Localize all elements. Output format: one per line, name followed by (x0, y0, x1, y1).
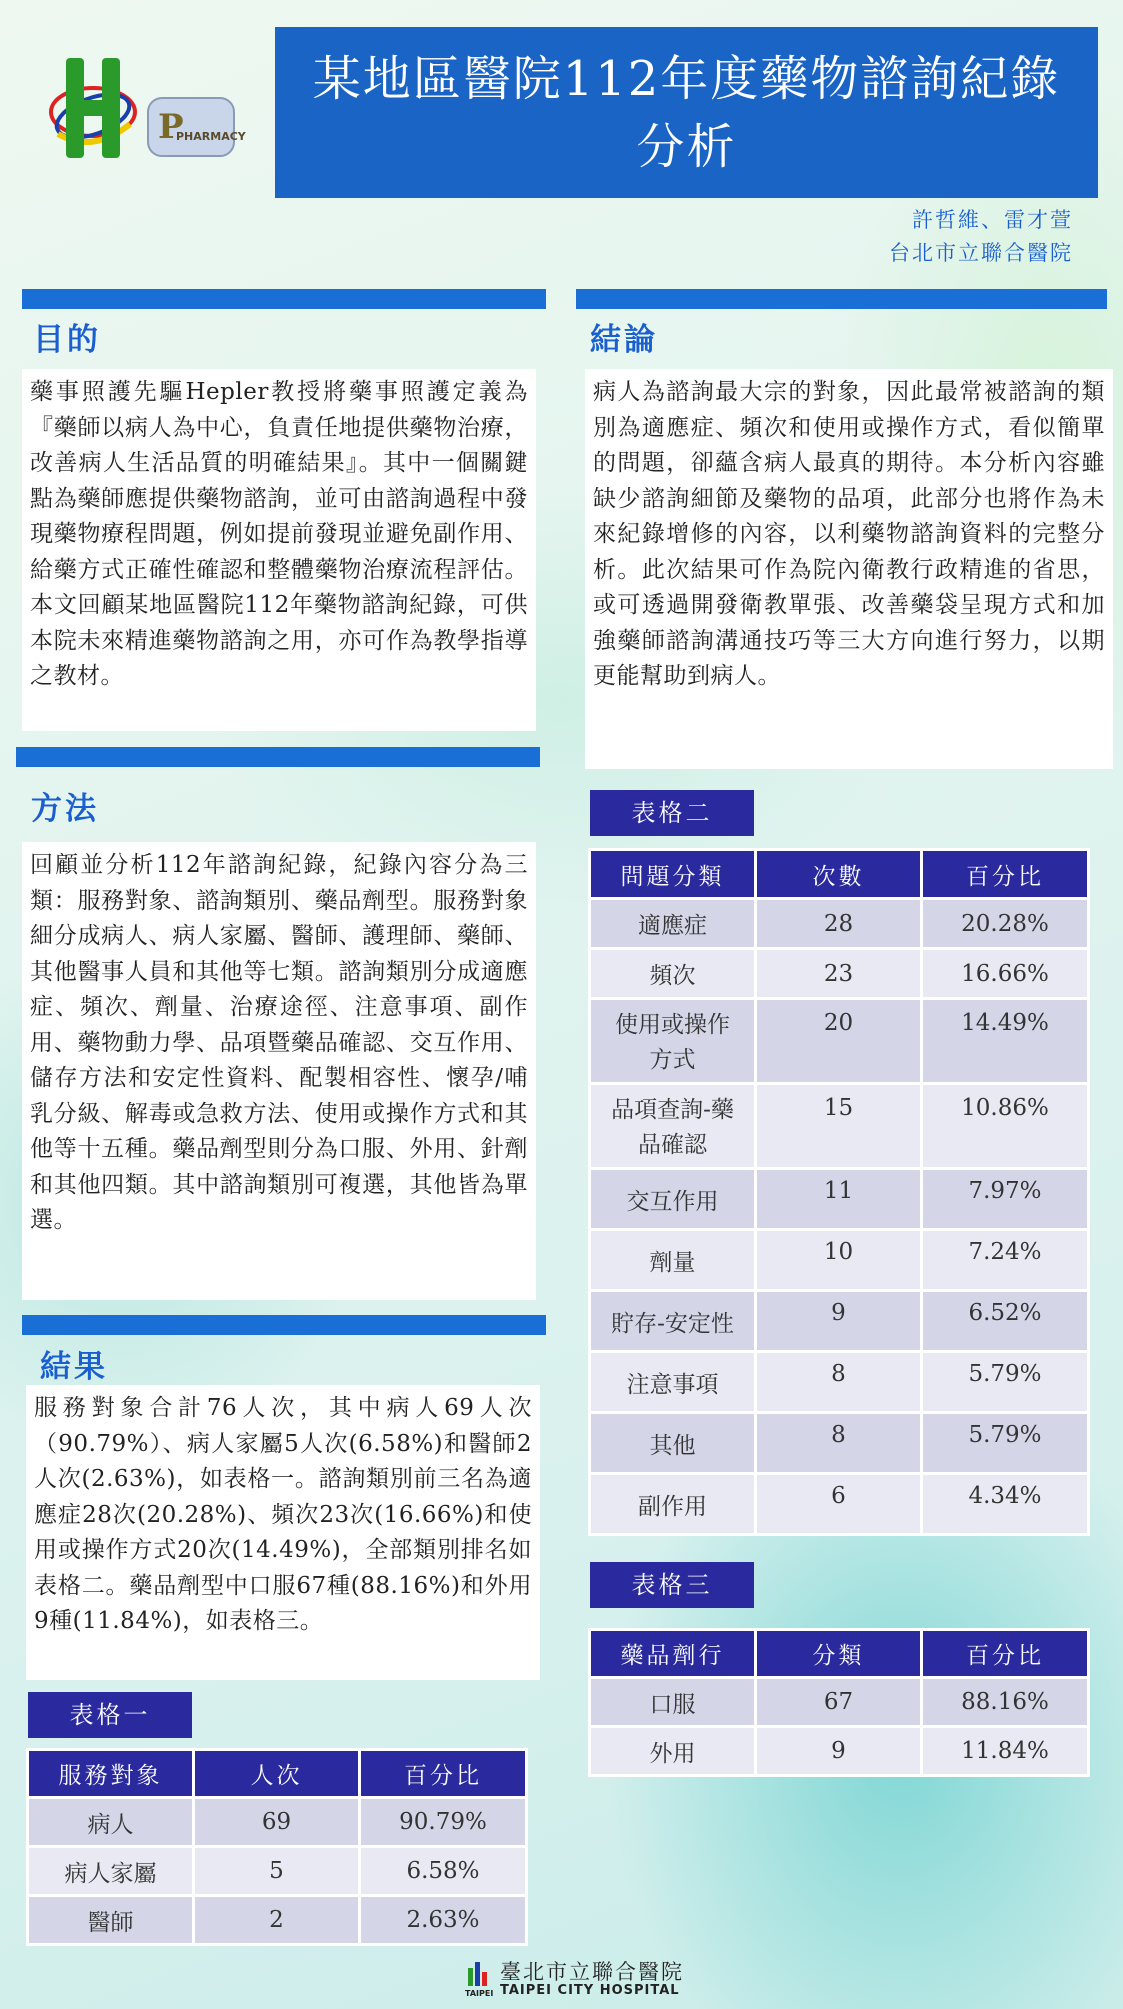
table-cell: 20 (756, 999, 922, 1084)
column-header: 藥品劑行 (590, 1630, 756, 1678)
column-header: 百分比 (922, 850, 1089, 899)
table-cell: 90.79% (360, 1798, 527, 1847)
table-cell: 7.97% (922, 1169, 1089, 1230)
footer-name-en: TAIPEI CITY HOSPITAL (500, 1982, 680, 1998)
table1-tag: 表格一 (28, 1692, 192, 1738)
table-row (590, 1230, 1089, 1291)
svg-text:PHARMACY: PHARMACY (176, 130, 246, 143)
table-row (590, 1169, 1089, 1230)
hospital-h-logo (48, 54, 138, 164)
conclusion-text: 病人為諮詢最大宗的對象，因此最常被諮詢的類別為適應症、頻次和使用或操作方式，看似簡單的問題，卻蘊含病人最真的期待。本分析內容雖缺少諮詢細節及藥物的品項，此部分也將作為未來紀錄增修的內容，以利藥物諮詢資料的完整分析。此次結果可作為院內衛教行政精進的省思，或可透過開發衛教單張、改善藥袋呈現方式和加強藥師諮詢溝通技巧等三大方向進行努力，以期更能幫助到病人。 (585, 369, 1113, 769)
footer-name-zh: 臺北市立聯合醫院 (500, 1959, 684, 1984)
table-cell: 病人家屬 (28, 1847, 194, 1896)
table-cell: 8 (756, 1413, 922, 1474)
table1 (26, 1748, 528, 1946)
table-cell: 88.16% (922, 1678, 1089, 1727)
table-row (28, 1798, 527, 1847)
table-cell: 2.63% (360, 1896, 527, 1945)
table-row (590, 1291, 1089, 1352)
table-cell: 口服 (590, 1678, 756, 1727)
table-cell: 11.84% (922, 1727, 1089, 1776)
table-header-row (590, 1630, 1089, 1678)
table2-tag: 表格二 (590, 790, 754, 836)
section-bar-results (22, 1315, 546, 1335)
table-row (590, 949, 1089, 999)
table-row (590, 1084, 1089, 1169)
table-cell: 5.79% (922, 1413, 1089, 1474)
table-row (590, 1413, 1089, 1474)
table-cell: 5.79% (922, 1352, 1089, 1413)
section-title-purpose: 目的 (33, 322, 101, 358)
table3-tag: 表格三 (590, 1562, 754, 1608)
table-row (28, 1896, 527, 1945)
table-cell: 9 (756, 1291, 922, 1352)
section-title-results: 結果 (40, 1349, 108, 1385)
svg-text:TAIPEI: TAIPEI (465, 1989, 494, 1998)
table-header-row (590, 850, 1089, 899)
table-cell: 14.49% (922, 999, 1089, 1084)
table-cell: 交互作用 (590, 1169, 756, 1230)
table-cell: 5 (194, 1847, 360, 1896)
table-row (590, 999, 1089, 1084)
table-cell: 2 (194, 1896, 360, 1945)
table-cell: 副作用 (590, 1474, 756, 1535)
table-cell: 使用或操作方式 (590, 999, 756, 1084)
table3 (588, 1628, 1090, 1777)
table-cell: 69 (194, 1798, 360, 1847)
table-cell: 4.34% (922, 1474, 1089, 1535)
table-cell: 劑量 (590, 1230, 756, 1291)
column-header: 問題分類 (590, 850, 756, 899)
table2 (588, 848, 1090, 1536)
results-text: 服務對象合計76人次，其中病人69人次（90.79%）、病人家屬5人次(6.58%)和醫師2人次(2.63%)，如表格一。諮詢類別前三名為適應症28次(20.28%)、頻次23次(16.66%)和使用或操作方式20次(14.49%)，全部類別排名如表格二。藥品劑型中口服67種(88.16%)和外用9種(11.84%)，如表格三。 (26, 1385, 540, 1680)
table-cell: 外用 (590, 1727, 756, 1776)
column-header: 分類 (756, 1630, 922, 1678)
table-cell: 28 (756, 899, 922, 949)
table-cell: 其他 (590, 1413, 756, 1474)
authors-block (889, 204, 1073, 270)
table-row (590, 1678, 1089, 1727)
affiliation: 台北市立聯合醫院 (889, 241, 1073, 265)
table-cell: 10 (756, 1230, 922, 1291)
table-cell: 8 (756, 1352, 922, 1413)
column-header: 百分比 (922, 1630, 1089, 1678)
column-header: 百分比 (360, 1750, 527, 1798)
table-row (28, 1847, 527, 1896)
table-row (590, 1352, 1089, 1413)
table-row (590, 1727, 1089, 1776)
table-cell: 6.52% (922, 1291, 1089, 1352)
section-bar-conclusion (576, 289, 1107, 309)
section-title-method: 方法 (31, 791, 99, 827)
table-cell: 注意事項 (590, 1352, 756, 1413)
table-cell: 適應症 (590, 899, 756, 949)
taipei-emblem-icon (464, 1960, 494, 1998)
table-row (590, 899, 1089, 949)
table-cell: 11 (756, 1169, 922, 1230)
table-cell: 6 (756, 1474, 922, 1535)
pharmacy-logo (146, 96, 246, 158)
purpose-text: 藥事照護先驅Hepler教授將藥事照護定義為『藥師以病人為中心，負責任地提供藥物治療，改善病人生活品質的明確結果』。其中一個關鍵點為藥師應提供藥物諮詢，並可由諮詢過程中發現藥物療程問題，例如提前發現並避免副作用、給藥方式正確性確認和整體藥物治療流程評估。本文回顧某地區醫院112年藥物諮詢紀錄，可供本院未來精進藥物諮詢之用，亦可作為教學指導之教材。 (22, 369, 536, 731)
table-cell: 病人 (28, 1798, 194, 1847)
table-cell: 7.24% (922, 1230, 1089, 1291)
section-title-conclusion: 結論 (590, 322, 658, 358)
svg-text:P: P (158, 107, 184, 147)
column-header: 服務對象 (28, 1750, 194, 1798)
method-text: 回顧並分析112年諮詢紀錄，紀錄內容分為三類：服務對象、諮詢類別、藥品劑型。服務對象細分成病人、病人家屬、醫師、護理師、藥師、其他醫事人員和其他等七類。諮詢類別分成適應症、頻次、劑量、治療途徑、注意事項、副作用、藥物動力學、品項暨藥品確認、交互作用、儲存方法和安定性資料、配製相容性、懷孕/哺乳分級、解毒或急救方法、使用或操作方式和其他等十五種。藥品劑型則分為口服、外用、針劑和其他四類。其中諮詢類別可複選，其他皆為單選。 (22, 842, 536, 1300)
table-header-row (28, 1750, 527, 1798)
table-cell: 16.66% (922, 949, 1089, 999)
table-cell: 醫師 (28, 1896, 194, 1945)
table-cell: 頻次 (590, 949, 756, 999)
table-cell: 15 (756, 1084, 922, 1169)
column-header: 次數 (756, 850, 922, 899)
column-header: 人次 (194, 1750, 360, 1798)
poster-title: 某地區醫院112年度藥物諮詢紀錄分析 (275, 27, 1098, 198)
table-cell: 6.58% (360, 1847, 527, 1896)
table-row (590, 1474, 1089, 1535)
table-cell: 貯存-安定性 (590, 1291, 756, 1352)
section-bar-method (16, 747, 540, 767)
author-names: 許哲維、雷才萱 (912, 208, 1073, 232)
section-bar-purpose (22, 289, 546, 309)
table-cell: 67 (756, 1678, 922, 1727)
footer-hospital-logo (464, 1960, 684, 1998)
table-cell: 20.28% (922, 899, 1089, 949)
table-cell: 9 (756, 1727, 922, 1776)
table-cell: 10.86% (922, 1084, 1089, 1169)
table-cell: 23 (756, 949, 922, 999)
table-cell: 品項查詢-藥品確認 (590, 1084, 756, 1169)
